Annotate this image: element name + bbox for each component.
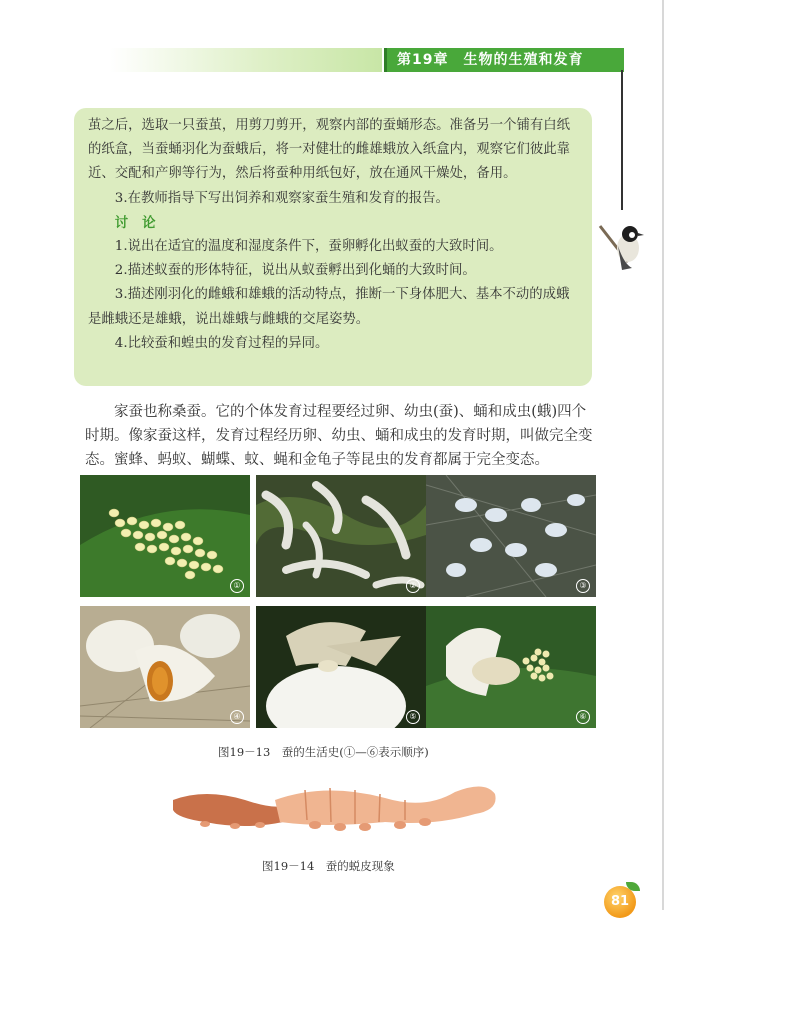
discuss-question-1: 1.说出在适宜的温度和湿度条件下，蚕卵孵化出蚁蚕的大致时间。 xyxy=(114,239,503,255)
body-text xyxy=(85,400,595,472)
photo-number: ② xyxy=(406,579,420,593)
margin-rule xyxy=(621,70,623,210)
photo-moth-laying-eggs xyxy=(426,606,596,728)
header-gradient xyxy=(110,48,382,72)
discuss-question-4: 4.比较蚕和蝗虫的发育过程的异同。 xyxy=(114,335,329,351)
figure-13-caption: 图19－13 蚕的生活史(①—⑥表示顺序) xyxy=(218,745,429,759)
discuss-question-2: 2.描述蚁蚕的形体特征，说出从蚁蚕孵出到化蛹的大致时间。 xyxy=(114,263,476,279)
activity-step-3: 3.在教师指导下写出饲养和观察家蚕生殖和发育的报告。 xyxy=(114,190,449,206)
photo-silkworm-pupa xyxy=(80,606,250,728)
photo-number: ① xyxy=(230,579,244,593)
chapter-header xyxy=(384,48,624,72)
chapter-title: 第19章 生物的生殖和发育 xyxy=(397,52,584,68)
photo-silkworm-larvae xyxy=(256,475,426,597)
discuss-question-3: 3.描述刚羽化的雌蛾和雄蛾的活动特点，推断一下身体肥大、基本不动的成蛾是雌蛾还是雄蛾，说出雄蛾与雌蛾的交尾姿势。 xyxy=(88,287,570,327)
page-number: 81 xyxy=(604,886,636,918)
page-edge xyxy=(662,0,664,910)
activity-paragraph: 茧之后，选取一只蚕茧，用剪刀剪开，观察内部的蚕蛹形态。准备另一个铺有白纸的纸盒，当蚕蛹羽化为蚕蛾后，将一对健壮的雌雄蛾放入纸盒内，观察它们彼此靠近、交配和产卵等行为，然后将蚕种用纸包好，放在通风干燥处，备用。 xyxy=(88,118,571,182)
discuss-heading: 讨论 xyxy=(114,214,170,231)
photo-number: ③ xyxy=(576,579,590,593)
photo-silkworm-eggs xyxy=(80,475,250,597)
photo-number: ④ xyxy=(230,710,244,724)
figure-14-caption: 图19－14 蚕的蜕皮现象 xyxy=(262,859,395,873)
bird-icon xyxy=(598,218,644,278)
activity-box xyxy=(74,108,592,386)
photo-moth-emerging xyxy=(256,606,426,728)
photo-number: ⑥ xyxy=(576,710,590,724)
molting-silkworm-illustration xyxy=(165,770,505,840)
body-paragraph: 家蚕也称桑蚕。它的个体发育过程要经过卵、幼虫(蚕)、蛹和成虫(蛾)四个时期。像家蚕这样，发育过程经历卵、幼虫、蛹和成虫的发育时期，叫做完全变态。蜜蜂、蚂蚁、蝴蝶、蚊、蝇和金龟子等昆虫的发育都属于完全变态。 xyxy=(85,404,593,468)
photo-number: ⑤ xyxy=(406,710,420,724)
photo-silkworm-cocoons xyxy=(426,475,596,597)
